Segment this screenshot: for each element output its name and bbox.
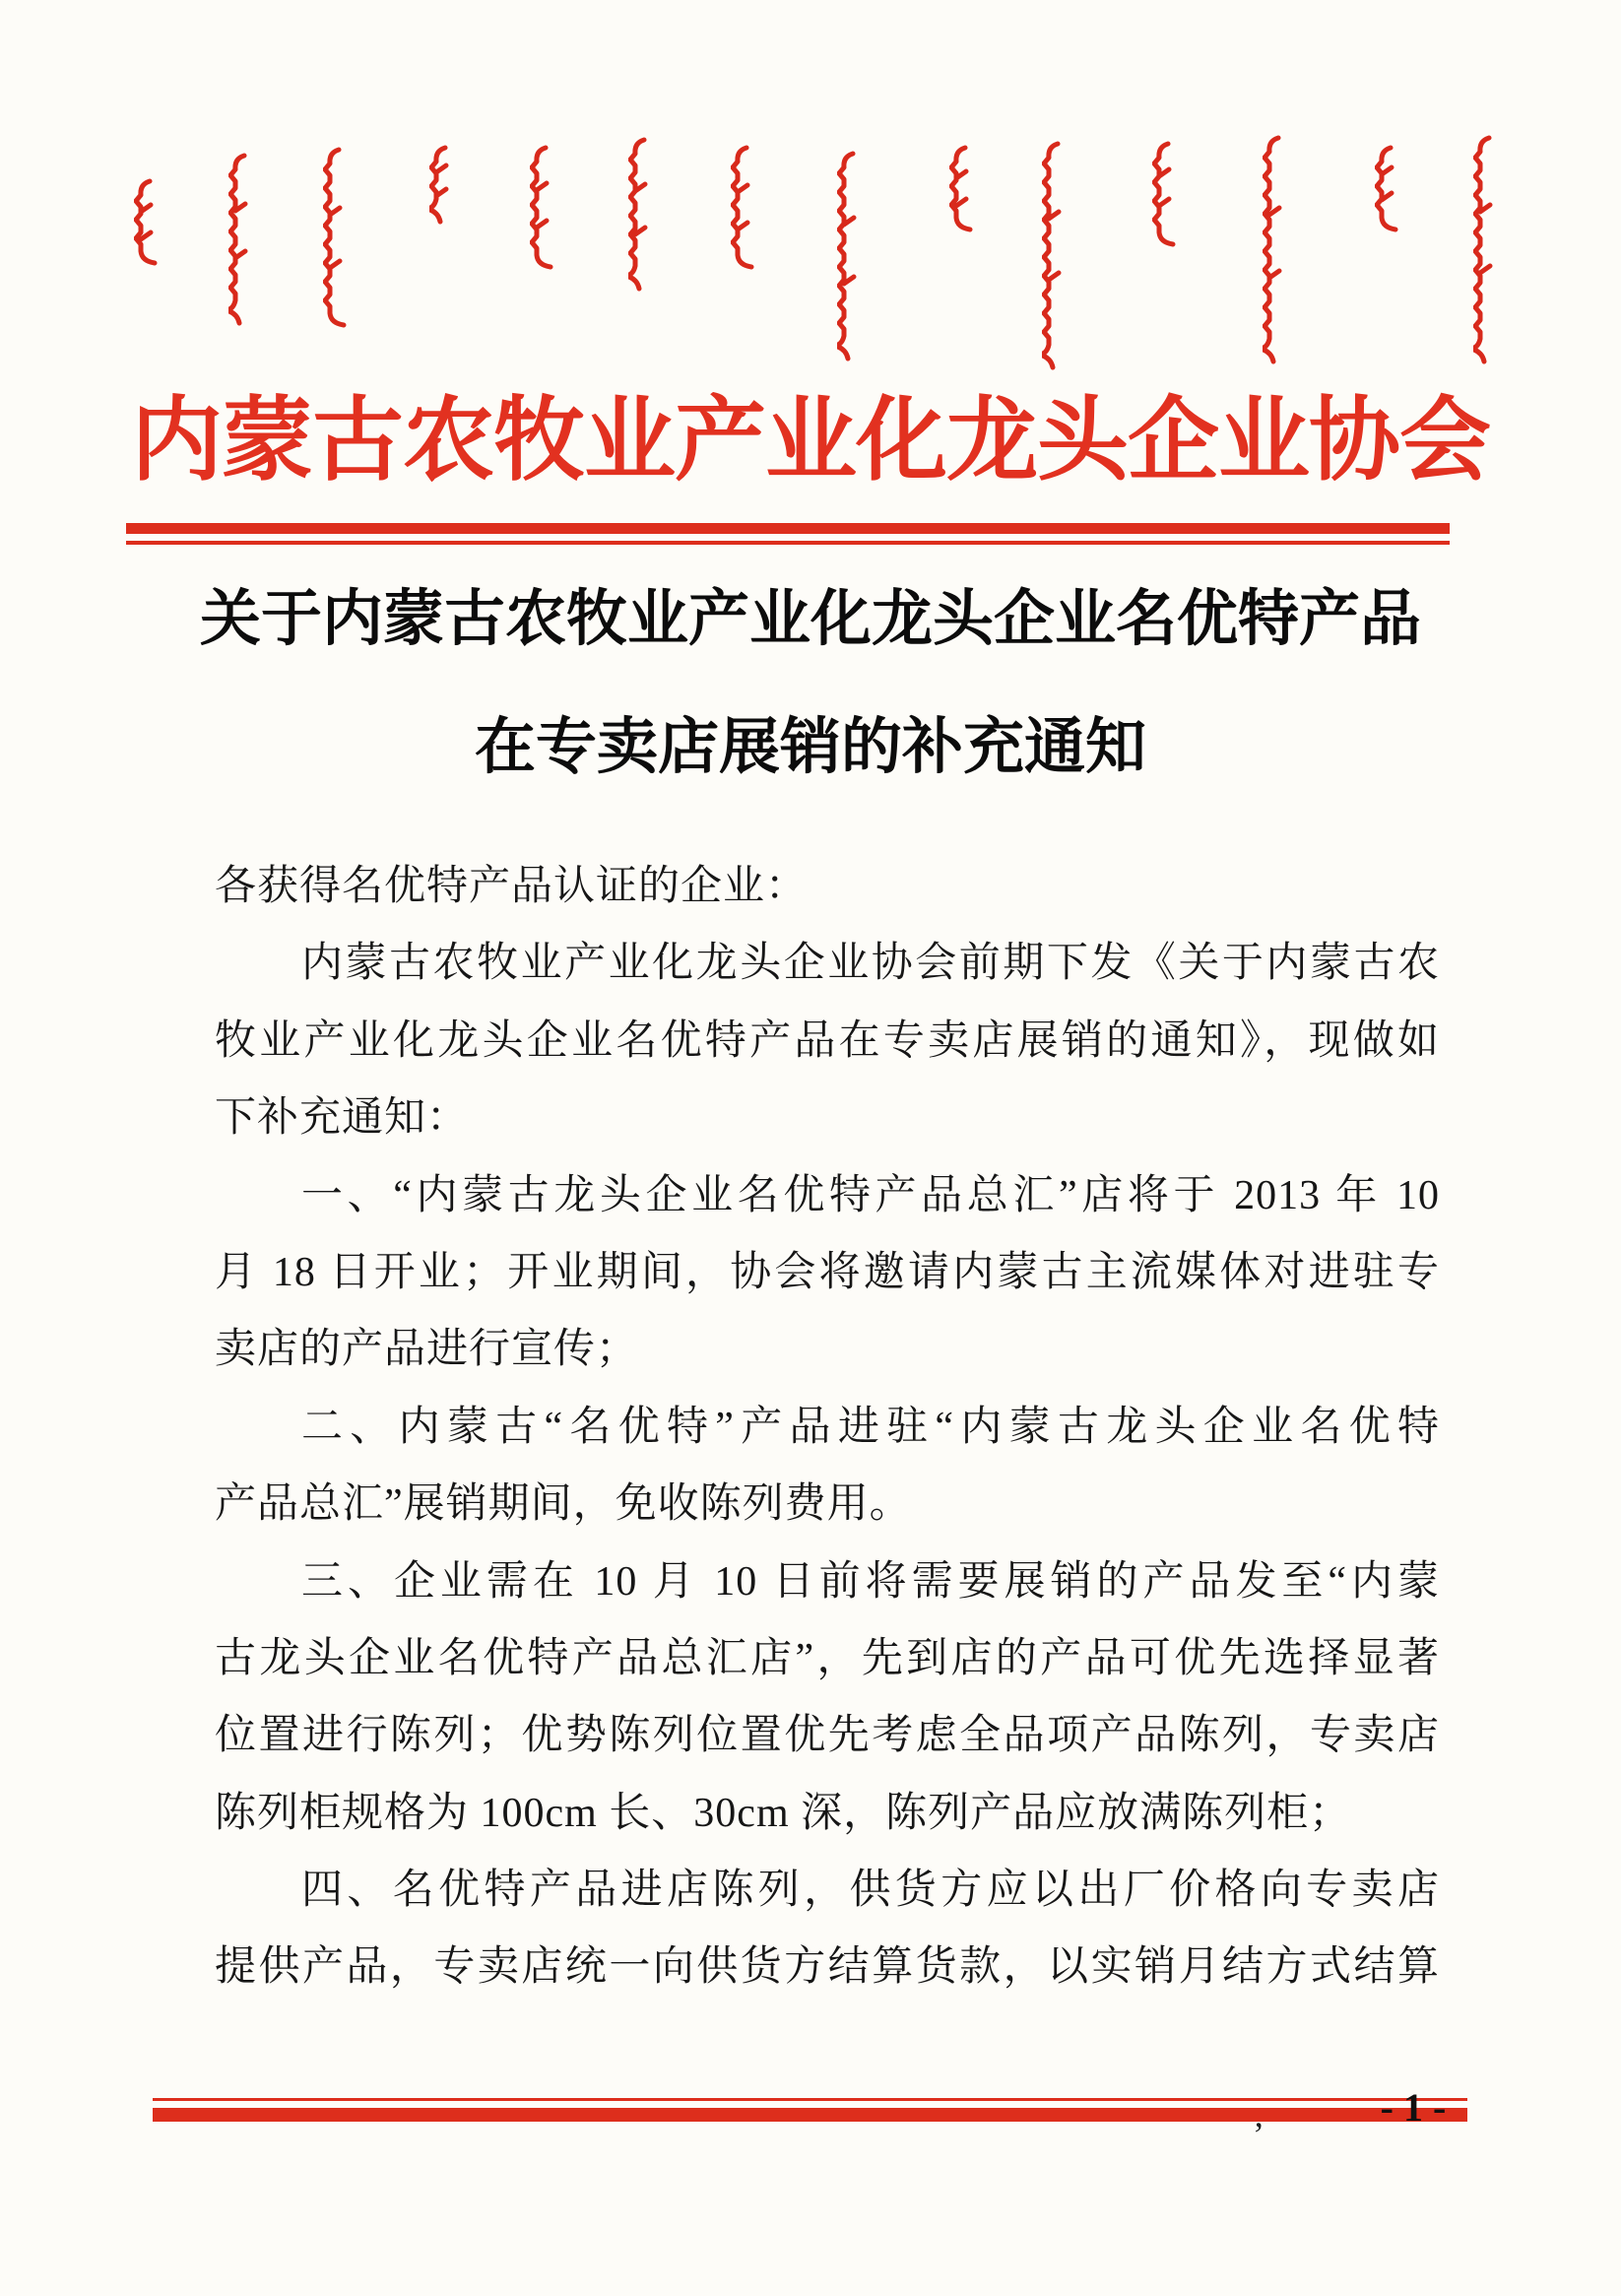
mongolian-glyph xyxy=(323,145,358,363)
body-line: 一、“内蒙古龙头企业名优特产品总汇”店将于 2013 年 10 xyxy=(301,1172,1440,1218)
header-rule-thick xyxy=(126,523,1450,534)
body-line: 三、企业需在 10 月 10 日前将需要展销的产品发至“内蒙 xyxy=(301,1558,1440,1605)
mongolian-glyph xyxy=(429,143,465,251)
footer-rule-thin xyxy=(153,2098,1467,2101)
mongolian-glyph xyxy=(628,135,664,316)
body-line: 各获得名优特产品认证的企业： xyxy=(215,864,809,909)
mongolian-glyph xyxy=(134,176,169,300)
mongolian-glyph xyxy=(1042,139,1077,385)
body-line: 产品总汇”展销期间，免收陈列费用。 xyxy=(215,1481,912,1528)
body-line: 牧业产业化龙头企业名优特产品在专卖店展销的通知》，现做如 xyxy=(215,1017,1440,1064)
header-rule-thin xyxy=(126,541,1450,545)
mongolian-glyph xyxy=(228,151,264,344)
page-number: - 1 - xyxy=(1380,2085,1447,2130)
organization-title: 内蒙古农牧业产业化龙头企业协会 xyxy=(131,391,1490,492)
footer-rule-thick xyxy=(153,2108,1467,2122)
stray-ink-mark: ’ xyxy=(1253,2115,1264,2154)
document-body xyxy=(215,848,1440,2006)
body-line: 下补充通知： xyxy=(215,1095,470,1142)
body-line: 四、名优特产品进店陈列，供货方应以出厂价格向专卖店 xyxy=(301,1868,1440,1914)
body-line: 古龙头企业名优特产品总汇店”，先到店的产品可优先选择显著 xyxy=(215,1635,1440,1681)
body-line: 卖店的产品进行宣传； xyxy=(215,1327,639,1373)
mongolian-glyph xyxy=(530,143,565,300)
mongolian-glyph xyxy=(1152,139,1188,269)
mongolian-glyph xyxy=(949,143,985,267)
body-line: 内蒙古农牧业产业化龙头企业协会前期下发《关于内蒙古农 xyxy=(301,941,1440,987)
mongolian-glyph xyxy=(1263,133,1298,385)
mongolian-glyph xyxy=(1473,133,1509,377)
mongolian-glyph xyxy=(731,143,766,304)
body-line: 提供产品，专卖店统一向供货方结算货款，以实销月结方式结算 xyxy=(215,1944,1440,1991)
document-title-line1: 关于内蒙古农牧业产业化龙头企业名优特产品 xyxy=(199,586,1421,653)
mongolian-glyph xyxy=(837,149,873,385)
body-line: 位置进行陈列；优势陈列位置优先考虑全品项产品陈列，专卖店 xyxy=(215,1713,1440,1759)
body-line: 陈列柜规格为 100cm 长、30cm 深，陈列产品应放满陈列柜； xyxy=(215,1790,1352,1836)
body-line: 月 18 日开业；开业期间，协会将邀请内蒙古主流媒体对进驻专 xyxy=(215,1249,1440,1295)
body-line: 二、内蒙古“名优特”产品进驻“内蒙古龙头企业名优特 xyxy=(301,1404,1440,1450)
document-title-line2: 在专卖店展销的补充通知 xyxy=(474,714,1146,781)
mongolian-glyph xyxy=(1375,143,1410,257)
